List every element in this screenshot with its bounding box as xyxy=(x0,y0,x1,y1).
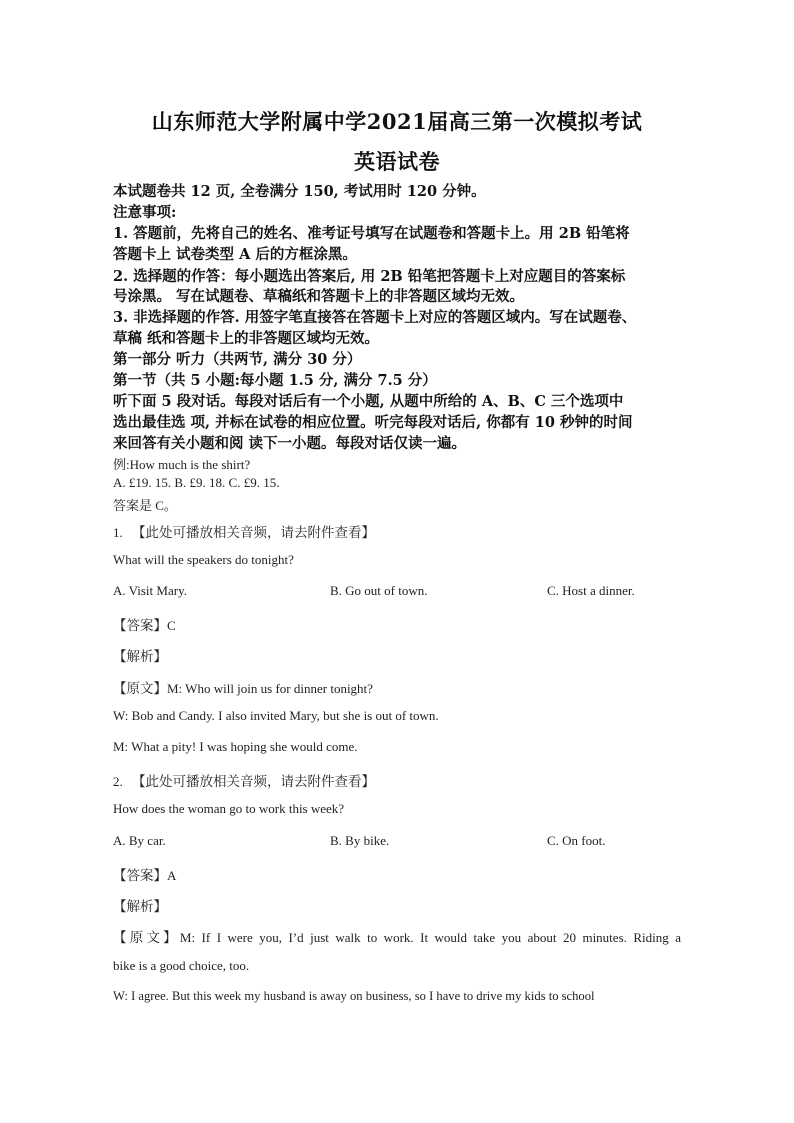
option-a: A. Visit Mary. xyxy=(113,583,187,598)
option-b: B. By bike. xyxy=(330,833,390,848)
transcript-text: M: If I were you, I’d just walk to work. It would take you about 20 minutes. Riding a xyxy=(179,930,681,945)
question-header xyxy=(113,521,685,541)
intro-line: 3. 非选择题的作答. 用签字笔直接答在答题卡上对应的答题区域内。写在试题卷、 xyxy=(113,309,637,326)
intro-line: 注意事项: xyxy=(113,204,177,221)
answer-line xyxy=(113,614,685,634)
answer-line xyxy=(113,864,685,884)
analysis-tag xyxy=(113,895,685,915)
option-b: B. Go out of town. xyxy=(330,583,428,598)
intro-line: 本试题卷共 12 页, 全卷满分 150, 考试用时 120 分钟。 xyxy=(113,183,486,200)
option-c: C. Host a dinner. xyxy=(547,583,635,598)
example-question: 例:How much is the shirt? xyxy=(113,457,251,472)
intro-line: 草稿 纸和答题卡上的非答题区域均无效。 xyxy=(113,330,380,347)
answer-value: A xyxy=(167,868,177,883)
transcript-tag: 【原文】 xyxy=(113,930,180,945)
question-text: What will the speakers do tonight? xyxy=(113,552,294,567)
intro-line: 号涂黑。 写在试题卷、草稿纸和答题卡上的非答题区域均无效。 xyxy=(113,288,525,305)
transcript-line: W: I agree. But this week my husband is away on business, so I have to drive my kids to school xyxy=(113,989,595,1003)
example-answer: 答案是 C。 xyxy=(113,498,177,513)
analysis-label: 【解析】 xyxy=(113,649,167,664)
transcript-text: M: Who will join us for dinner tonight? xyxy=(167,681,373,696)
question-number: 1. xyxy=(113,525,123,540)
transcript-line xyxy=(113,926,681,946)
transcript-tag: 【原文】 xyxy=(113,681,167,696)
question-text: How does the woman go to work this week? xyxy=(113,801,345,816)
transcript-line: M: What a pity! I was hoping she would come. xyxy=(113,739,358,754)
transcript-line: W: Bob and Candy. I also invited Mary, but she is out of town. xyxy=(113,708,439,723)
exam-subtitle: 英语试卷 xyxy=(354,149,440,174)
intro-line: 1. 答题前，先将自己的姓名、准考证号填写在试题卷和答题卡上。用 2B 铅笔将 xyxy=(113,225,630,242)
intro-line: 2. 选择题的作答：每小题选出答案后, 用 2B 铅笔把答题卡上对应题目的答案标 xyxy=(113,268,626,285)
option-a: A. By car. xyxy=(113,833,166,848)
answer-value: C xyxy=(167,618,176,633)
intro-line: 听下面 5 段对话。每段对话后有一个小题, 从题中所给的 A、B、C 三个选项中 xyxy=(113,393,624,410)
answer-tag: 【答案】 xyxy=(113,618,167,633)
question-header xyxy=(113,770,685,790)
analysis-label: 【解析】 xyxy=(113,899,167,914)
option-c: C. On foot. xyxy=(547,833,606,848)
answer-tag: 【答案】 xyxy=(113,868,167,883)
analysis-tag xyxy=(113,645,685,665)
question-number: 2. xyxy=(113,774,123,789)
example-options: A. £19. 15. B. £9. 18. C. £9. 15. xyxy=(113,475,280,490)
exam-title: 山东师范大学附属中学2021届高三第一次模拟考试 xyxy=(151,109,643,134)
audio-note[interactable]: 【此处可播放相关音频，请去附件查看】 xyxy=(132,525,375,540)
section-heading: 第一部分 听力（共两节, 满分 30 分） xyxy=(113,351,362,368)
audio-note[interactable]: 【此处可播放相关音频，请去附件查看】 xyxy=(132,774,375,789)
intro-line: 答题卡上 试卷类型 A 后的方框涂黑。 xyxy=(113,246,357,263)
intro-line: 来回答有关小题和阅 读下一小题。每段对话仅读一遍。 xyxy=(113,435,467,452)
intro-line: 选出最佳选 项, 并标在试卷的相应位置。听完每段对话后, 你都有 10 秒钟的时间 xyxy=(113,414,633,431)
transcript-line: bike is a good choice, too. xyxy=(113,958,250,973)
section-heading: 第一节（共 5 小题:每小题 1.5 分, 满分 7.5 分） xyxy=(113,372,437,389)
transcript-line xyxy=(113,677,685,697)
